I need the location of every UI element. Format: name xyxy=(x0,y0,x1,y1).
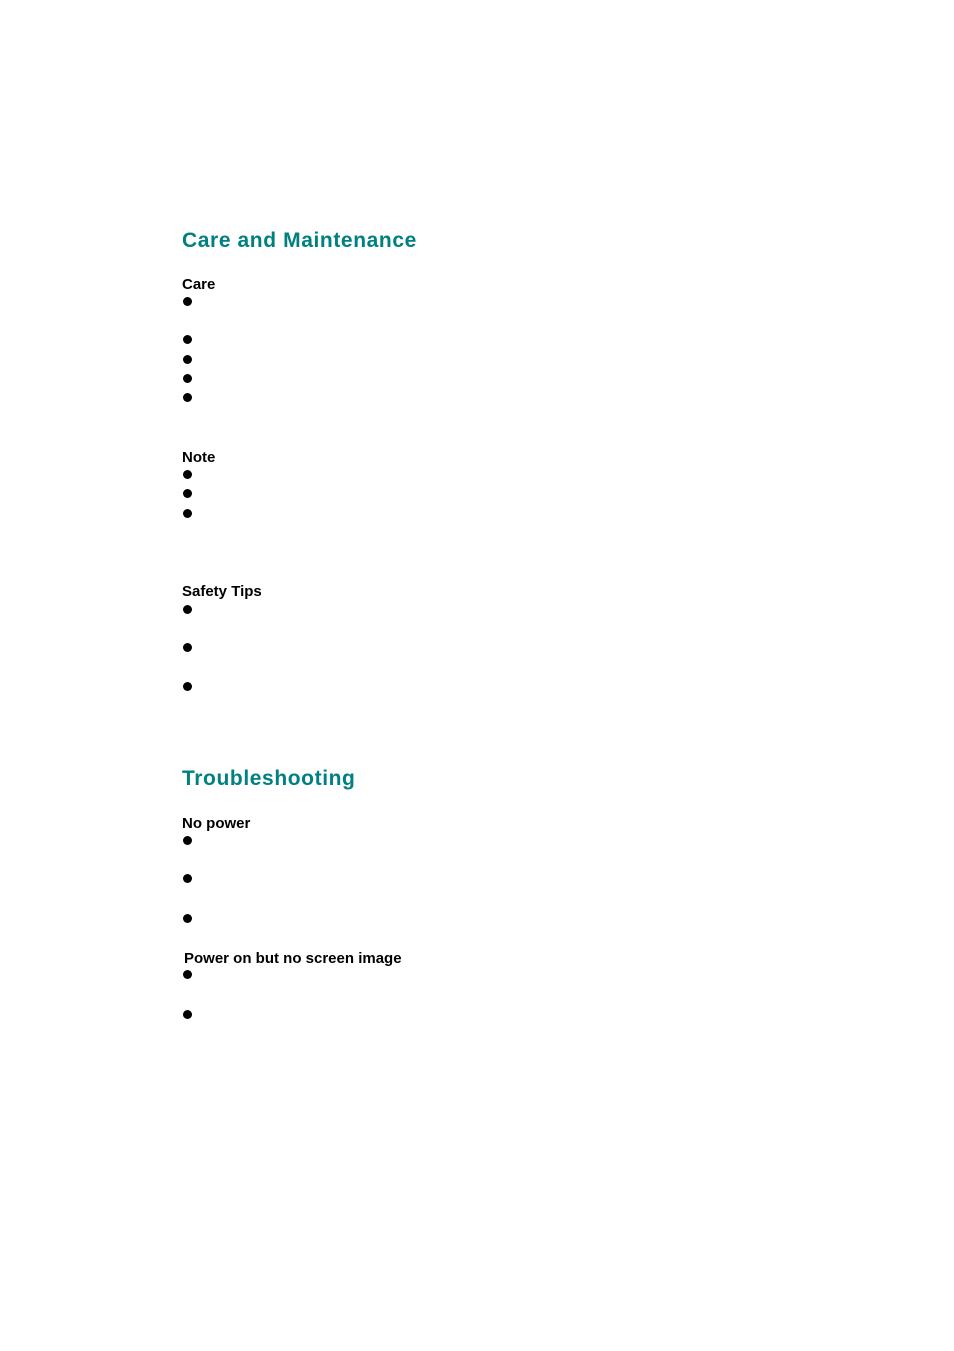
bullet-icon xyxy=(183,374,192,383)
bullet-icon xyxy=(183,914,192,923)
bullet-icon xyxy=(183,836,192,845)
bullet-icon xyxy=(183,874,192,883)
bullet-icon xyxy=(183,489,192,498)
section-title-troubleshooting: Troubleshooting xyxy=(182,767,356,790)
sub-heading-no-power: No power xyxy=(182,815,251,832)
bullet-icon xyxy=(183,605,192,614)
bullet-icon xyxy=(183,970,192,979)
bullet-icon xyxy=(183,509,192,518)
bullet-icon xyxy=(183,393,192,402)
bullet-icon xyxy=(183,682,192,691)
sub-heading-note: Note xyxy=(182,449,216,466)
bullet-icon xyxy=(183,335,192,344)
bullet-icon xyxy=(183,1010,192,1019)
sub-heading-care: Care xyxy=(182,276,216,293)
bullet-icon xyxy=(183,355,192,364)
bullet-icon xyxy=(183,643,192,652)
sub-heading-power-on-no-image: Power on but no screen image xyxy=(184,950,402,967)
bullet-icon xyxy=(183,297,192,306)
sub-heading-safety-tips: Safety Tips xyxy=(182,583,262,600)
section-title-care-and-maintenance: Care and Maintenance xyxy=(182,229,417,252)
bullet-icon xyxy=(183,470,192,479)
